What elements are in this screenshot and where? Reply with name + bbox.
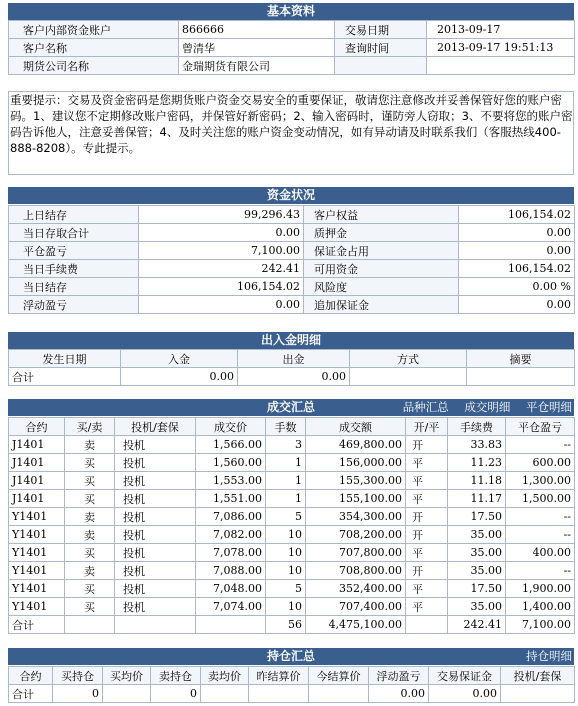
- close-pnl: --: [506, 526, 575, 544]
- table-row: [9, 616, 575, 634]
- table-row: [9, 526, 575, 544]
- important-notice: 重要提示：交易及资金密码是您期货账户资金交易安全的重要保证，敬请您注意修改并妥善保管好您的账户密码。1、建议您不定期修改账户密码，并保管好新密码；2、输入密码时，谨防旁人窃取；3、不要将您的账户密码告诉他人，注意妥善保管；4、及时关注您的账户资金变动情况，如有异动请及时联系我们（客服热线400-888-8208）。专此提示。: [8, 91, 574, 175]
- label: [335, 57, 427, 75]
- label: 追加保证金: [304, 296, 459, 314]
- label: 查询时间: [335, 39, 427, 57]
- lots: 10: [266, 544, 306, 562]
- cell: [501, 685, 575, 703]
- value: 7,100.00: [139, 242, 304, 260]
- cell: [406, 616, 448, 634]
- open-close: 平: [406, 580, 448, 598]
- fee: 35.00: [448, 526, 506, 544]
- positions-table: [8, 666, 575, 703]
- price: 1,551.00: [196, 490, 266, 508]
- amount: 155,300.00: [306, 472, 406, 490]
- table-row: [9, 508, 575, 526]
- value: 金瑞期货有限公司: [179, 57, 335, 75]
- open-close: 平: [406, 598, 448, 616]
- funds-title: 资金状况: [8, 187, 574, 204]
- contract: J1401: [9, 490, 65, 508]
- table-row: [9, 454, 575, 472]
- price: 1,560.00: [196, 454, 266, 472]
- amount: 352,400.00: [306, 580, 406, 598]
- table-row: [9, 685, 575, 703]
- hedge-type: 投机: [115, 580, 196, 598]
- table-row: [9, 562, 575, 580]
- cell: [309, 685, 369, 703]
- value: 242.41: [139, 260, 304, 278]
- total-label: 合计: [9, 616, 65, 634]
- value: 0.00: [459, 296, 575, 314]
- table-row: [9, 57, 575, 75]
- column-header: 合约: [9, 418, 65, 436]
- label: 上日结存: [9, 206, 139, 224]
- amount: 155,100.00: [306, 490, 406, 508]
- label: 交易日期: [335, 21, 427, 39]
- side: 卖: [65, 436, 115, 454]
- value: 0.00 %: [459, 278, 575, 296]
- close-pnl: 600.00: [506, 454, 575, 472]
- contract: Y1401: [9, 526, 65, 544]
- table-row: [9, 296, 575, 314]
- label: 保证金占用: [304, 242, 459, 260]
- column-header: 买持仓: [53, 667, 103, 685]
- value: 99,296.43: [139, 206, 304, 224]
- open-close: 开: [406, 436, 448, 454]
- side: 买: [65, 580, 115, 598]
- column-header: 浮动盈亏: [369, 667, 429, 685]
- side: 卖: [65, 508, 115, 526]
- value: [427, 57, 575, 75]
- open-close: 开: [406, 562, 448, 580]
- close-pnl: --: [506, 562, 575, 580]
- lots: 10: [266, 526, 306, 544]
- hedge-type: 投机: [115, 526, 196, 544]
- total-label: 合计: [9, 685, 53, 703]
- link-close-detail[interactable]: 平仓明细: [526, 400, 572, 414]
- value: 2013-09-17 19:51:13: [427, 39, 575, 57]
- lots: 1: [266, 472, 306, 490]
- table-row: [9, 544, 575, 562]
- value: 0.00: [459, 224, 575, 242]
- side: 买: [65, 544, 115, 562]
- table-row: [9, 206, 575, 224]
- amount: 469,800.00: [306, 436, 406, 454]
- price: 7,078.00: [196, 544, 266, 562]
- total-float: 0.00: [369, 685, 429, 703]
- side: 卖: [65, 526, 115, 544]
- side: 买: [65, 598, 115, 616]
- value: 2013-09-17: [427, 21, 575, 39]
- table-row: [9, 368, 575, 386]
- column-header: 方式: [350, 350, 467, 368]
- value: 866666: [179, 21, 335, 39]
- lots: 3: [266, 436, 306, 454]
- price: 7,088.00: [196, 562, 266, 580]
- hedge-type: 投机: [115, 490, 196, 508]
- hedge-type: 投机: [115, 454, 196, 472]
- side: 买: [65, 472, 115, 490]
- fee: 35.00: [448, 544, 506, 562]
- total-fee: 242.41: [448, 616, 506, 634]
- close-pnl: --: [506, 436, 575, 454]
- fee: 35.00: [448, 562, 506, 580]
- basic-info-table: [8, 20, 575, 75]
- contract: Y1401: [9, 508, 65, 526]
- trades-table: [8, 417, 575, 634]
- hedge-type: 投机: [115, 544, 196, 562]
- column-header: 昨结算价: [249, 667, 309, 685]
- inout-table: [8, 349, 575, 386]
- column-header: 卖持仓: [151, 667, 201, 685]
- close-pnl: 1,300.00: [506, 472, 575, 490]
- value: 106,154.02: [459, 206, 575, 224]
- label: 可用资金: [304, 260, 459, 278]
- total-label: 合计: [9, 368, 121, 386]
- contract: J1401: [9, 454, 65, 472]
- amount: 708,800.00: [306, 562, 406, 580]
- hedge-type: 投机: [115, 508, 196, 526]
- label: 客户名称: [9, 39, 179, 57]
- close-pnl: 1,400.00: [506, 598, 575, 616]
- contract: Y1401: [9, 580, 65, 598]
- lots: 1: [266, 454, 306, 472]
- amount: 156,000.00: [306, 454, 406, 472]
- total-amount: 4,475,100.00: [306, 616, 406, 634]
- close-pnl: 400.00: [506, 544, 575, 562]
- value: 0.00: [139, 224, 304, 242]
- link-position-detail[interactable]: 持仓明细: [526, 649, 572, 663]
- cell: [467, 368, 575, 386]
- table-header: [9, 350, 575, 368]
- fee: 11.18: [448, 472, 506, 490]
- cell: [196, 616, 266, 634]
- table-row: [9, 21, 575, 39]
- table-row: [9, 242, 575, 260]
- value: 106,154.02: [459, 260, 575, 278]
- trades-title: 成交汇总 品种汇总 成交明细 平仓明细: [8, 399, 574, 416]
- label: 当日结存: [9, 278, 139, 296]
- table-row: [9, 580, 575, 598]
- total-margin: 0.00: [429, 685, 501, 703]
- table-row: [9, 598, 575, 616]
- price: 7,048.00: [196, 580, 266, 598]
- table-row: [9, 472, 575, 490]
- fee: 33.83: [448, 436, 506, 454]
- contract: Y1401: [9, 562, 65, 580]
- total-sell: 0: [151, 685, 201, 703]
- hedge-type: 投机: [115, 562, 196, 580]
- open-close: 平: [406, 454, 448, 472]
- column-header: 合约: [9, 667, 53, 685]
- side: 买: [65, 490, 115, 508]
- open-close: 平: [406, 490, 448, 508]
- amount: 707,800.00: [306, 544, 406, 562]
- column-header: 手数: [266, 418, 306, 436]
- price: 7,082.00: [196, 526, 266, 544]
- value: 0.00: [139, 296, 304, 314]
- table-row: [9, 278, 575, 296]
- side: 买: [65, 454, 115, 472]
- table-row: [9, 436, 575, 454]
- positions-title: 持仓汇总 持仓明细: [8, 648, 574, 665]
- contract: Y1401: [9, 544, 65, 562]
- label: 浮动盈亏: [9, 296, 139, 314]
- cell: [103, 685, 151, 703]
- value: 0.00: [459, 242, 575, 260]
- column-header: 出金: [238, 350, 350, 368]
- hedge-type: 投机: [115, 436, 196, 454]
- price: 1,553.00: [196, 472, 266, 490]
- side: 卖: [65, 562, 115, 580]
- total-lots: 56: [266, 616, 306, 634]
- column-header: 摘要: [467, 350, 575, 368]
- label: 质押金: [304, 224, 459, 242]
- lots: 5: [266, 580, 306, 598]
- total-pnl: 7,100.00: [506, 616, 575, 634]
- value: 曾清华: [179, 39, 335, 57]
- label: 客户内部资金账户: [9, 21, 179, 39]
- price: 1,566.00: [196, 436, 266, 454]
- open-close: 开: [406, 526, 448, 544]
- column-header: 交易保证金: [429, 667, 501, 685]
- basic-info-title: 基本资料: [8, 3, 574, 20]
- price: 7,074.00: [196, 598, 266, 616]
- table-header: [9, 418, 575, 436]
- total-out: 0.00: [238, 368, 350, 386]
- column-header: 卖均价: [201, 667, 249, 685]
- total-in: 0.00: [121, 368, 238, 386]
- hedge-type: 投机: [115, 598, 196, 616]
- close-pnl: --: [506, 508, 575, 526]
- contract: Y1401: [9, 598, 65, 616]
- cell: [201, 685, 249, 703]
- lots: 10: [266, 562, 306, 580]
- link-product-summary[interactable]: 品种汇总: [402, 400, 449, 414]
- amount: 354,300.00: [306, 508, 406, 526]
- column-header: 开/平: [406, 418, 448, 436]
- amount: 707,400.00: [306, 598, 406, 616]
- cell: [65, 616, 115, 634]
- contract: J1401: [9, 436, 65, 454]
- table-header: [9, 667, 575, 685]
- cell: [350, 368, 467, 386]
- total-buy: 0: [53, 685, 103, 703]
- lots: 10: [266, 598, 306, 616]
- column-header: 成交额: [306, 418, 406, 436]
- contract: J1401: [9, 472, 65, 490]
- column-header: 买均价: [103, 667, 151, 685]
- fee: 11.17: [448, 490, 506, 508]
- open-close: 平: [406, 472, 448, 490]
- fee: 17.50: [448, 580, 506, 598]
- open-close: 平: [406, 544, 448, 562]
- column-header: 入金: [121, 350, 238, 368]
- label: 当日手续费: [9, 260, 139, 278]
- hedge-type: 投机: [115, 472, 196, 490]
- fee: 11.23: [448, 454, 506, 472]
- table-row: [9, 490, 575, 508]
- price: 7,086.00: [196, 508, 266, 526]
- column-header: 发生日期: [9, 350, 121, 368]
- value: 106,154.02: [139, 278, 304, 296]
- label: 当日存取合计: [9, 224, 139, 242]
- close-pnl: 1,500.00: [506, 490, 575, 508]
- inout-title: 出入金明细: [8, 332, 574, 349]
- table-row: [9, 224, 575, 242]
- column-header: 手续费: [448, 418, 506, 436]
- label: 风险度: [304, 278, 459, 296]
- cell: [249, 685, 309, 703]
- funds-table: [8, 205, 575, 314]
- column-header: 投机/套保: [501, 667, 575, 685]
- amount: 708,200.00: [306, 526, 406, 544]
- label: 平仓盈亏: [9, 242, 139, 260]
- link-trade-detail[interactable]: 成交明细: [464, 400, 511, 414]
- fee: 35.00: [448, 598, 506, 616]
- open-close: 开: [406, 508, 448, 526]
- table-row: [9, 260, 575, 278]
- lots: 5: [266, 508, 306, 526]
- column-header: 投机/套保: [115, 418, 196, 436]
- table-row: [9, 39, 575, 57]
- column-header: 今结算价: [309, 667, 369, 685]
- label: 期货公司名称: [9, 57, 179, 75]
- lots: 1: [266, 490, 306, 508]
- column-header: 平仓盈亏: [506, 418, 575, 436]
- column-header: 买/卖: [65, 418, 115, 436]
- fee: 17.50: [448, 508, 506, 526]
- cell: [115, 616, 196, 634]
- close-pnl: 1,900.00: [506, 580, 575, 598]
- label: 客户权益: [304, 206, 459, 224]
- column-header: 成交价: [196, 418, 266, 436]
